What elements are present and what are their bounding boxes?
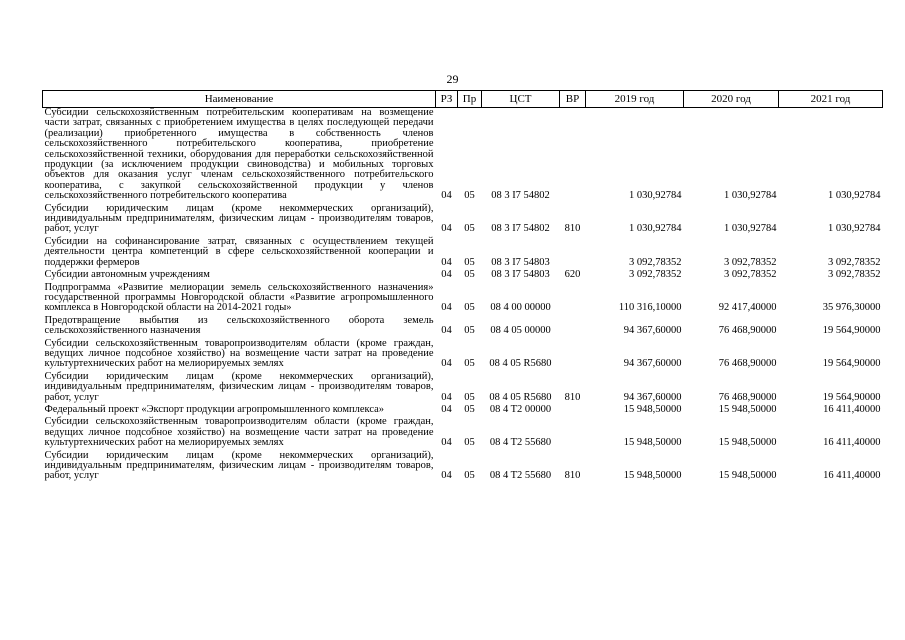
row-value-2021: 3 092,78352	[828, 269, 881, 281]
row-cst: 08 3 I7 54803	[491, 256, 550, 268]
row-name: Субсидии сельскохозяйственным потребительским кооперативам на возмещение части затрат, связанных с приобретением имущества в целях последующей передачи (реализации) приобретенного имущества в собственность членов сельскохозяйственного потребительского кооператива, приобретение сельскохозяйственной техники, оборудования для переработки сельскохозяйственной продукции (за исключением продукции свиноводства) и мобильных торговых объектов для оказания услуг членам сельскохозяйственного потребительского кооператива, с закупкой сельскохозяйственной продукции у членов сельскохозяйственного потребительского кооператива	[44, 107, 434, 202]
row-name: Субсидии сельскохозяйственным товаропроизводителям области (кроме граждан, ведущих личное подсобное хозяйство) на возмещение части затрат на проведение культуртехнических работ на мелиорируемых землях	[44, 416, 434, 449]
row-pr: 05	[464, 391, 475, 403]
row-value-2021: 19 564,90000	[822, 358, 881, 370]
table-row	[43, 108, 883, 204]
row-name: Субсидии на софинансирование затрат, связанных с осуществлением текущей деятельности центра компетенций в сфере сельскохозяйственной кооперации и поддержки фермеров	[44, 235, 434, 268]
row-value-2020: 92 417,40000	[718, 302, 777, 314]
row-rz: 04	[441, 302, 452, 314]
row-value-2020: 76 468,90000	[718, 325, 777, 337]
row-value-2019: 94 367,60000	[623, 391, 682, 403]
header-rz: РЗ	[436, 91, 458, 108]
header-2021: 2021 год	[779, 91, 883, 108]
row-value-2021: 1 030,92784	[828, 190, 881, 202]
row-value-2021: 19 564,90000	[822, 325, 881, 337]
header-cst: ЦСТ	[482, 91, 560, 108]
row-value-2021: 16 411,40000	[823, 437, 881, 449]
row-rz: 04	[441, 470, 452, 482]
row-cst: 08 3 I7 54802	[491, 190, 550, 202]
row-value-2019: 15 948,50000	[623, 437, 682, 449]
row-vr: 810	[564, 470, 581, 482]
row-pr: 05	[464, 358, 475, 370]
header-2020: 2020 год	[684, 91, 779, 108]
table-row	[43, 283, 883, 316]
row-cst: 08 4 T2 55680	[489, 470, 552, 482]
row-value-2019: 94 367,60000	[623, 358, 682, 370]
row-value-2020: 15 948,50000	[718, 470, 777, 482]
row-pr: 05	[464, 302, 475, 314]
row-value-2020: 76 468,90000	[718, 358, 777, 370]
row-value-2019: 1 030,92784	[629, 190, 682, 202]
row-value-2021: 35 976,30000	[822, 302, 881, 314]
row-rz: 04	[441, 223, 452, 235]
row-cst: 08 4 T2 00000	[489, 403, 552, 415]
row-value-2019: 1 030,92784	[629, 223, 682, 235]
row-pr: 05	[464, 403, 475, 415]
row-cst: 08 4 00 00000	[490, 302, 551, 314]
row-pr: 05	[464, 223, 475, 235]
row-name: Субсидии юридическим лицам (кроме некоммерческих организаций), индивидуальным предпринимателям, физическим лицам - производителям товаров, работ, услуг	[44, 370, 434, 403]
row-rz: 04	[441, 325, 452, 337]
row-pr: 05	[464, 269, 475, 281]
row-value-2020: 15 948,50000	[718, 403, 777, 415]
row-value-2019: 15 948,50000	[623, 470, 682, 482]
row-value-2020: 1 030,92784	[724, 223, 777, 235]
row-vr	[560, 108, 586, 204]
row-pr: 05	[464, 437, 475, 449]
row-rz: 04	[441, 437, 452, 449]
row-cst: 08 3 I7 54802	[491, 223, 550, 235]
row-vr	[560, 405, 586, 417]
table-row	[43, 204, 883, 237]
row-vr	[560, 316, 586, 339]
row-value-2019: 3 092,78352	[629, 256, 682, 268]
row-value-2020: 3 092,78352	[724, 269, 777, 281]
row-name: Подпрограмма «Развитие мелиорации земель сельскохозяйственного назначения» государственной программы Новгородской области «Развитие агропромышленного комплекса в Новгородской области на 2014-2021 годы»	[44, 281, 434, 314]
table-row	[43, 237, 883, 270]
row-value-2019: 15 948,50000	[623, 403, 682, 415]
row-value-2020: 1 030,92784	[724, 190, 777, 202]
row-value-2021: 19 564,90000	[822, 391, 881, 403]
row-value-2019: 94 367,60000	[623, 325, 682, 337]
row-value-2019: 110 316,10000	[618, 302, 682, 314]
row-value-2021: 16 411,40000	[823, 470, 881, 482]
row-vr	[560, 339, 586, 372]
row-name: Субсидии сельскохозяйственным товаропроизводителям области (кроме граждан, ведущих личное подсобное хозяйство) на возмещение части затрат на проведение культуртехнических работ на мелиорируемых землях	[44, 337, 434, 370]
row-vr: 810	[564, 223, 581, 235]
row-cst: 08 3 I7 54803	[491, 269, 550, 281]
row-vr	[560, 237, 586, 270]
row-vr: 620	[564, 269, 581, 281]
budget-table	[42, 90, 883, 484]
table-row	[43, 372, 883, 405]
header-pr: Пр	[458, 91, 482, 108]
header-name: Наименование	[43, 91, 436, 108]
table-row	[43, 316, 883, 339]
row-cst: 08 4 T2 55680	[489, 437, 552, 449]
row-cst: 08 4 05 00000	[490, 325, 551, 337]
row-pr: 05	[464, 190, 475, 202]
row-name: Субсидии юридическим лицам (кроме некоммерческих организаций), индивидуальным предпринимателям, физическим лицам - производителям товаров, работ, услуг	[44, 202, 434, 235]
row-rz: 04	[441, 256, 452, 268]
row-value-2021: 3 092,78352	[828, 256, 881, 268]
row-cst: 08 4 05 R5680	[489, 358, 552, 370]
page-number: 29	[446, 72, 459, 86]
row-name: Субсидии автономным учреждениям	[44, 269, 210, 281]
row-pr: 05	[464, 325, 475, 337]
row-name: Субсидии юридическим лицам (кроме некоммерческих организаций), индивидуальным предпринимателям, физическим лицам - производителям товаров, работ, услуг	[44, 449, 434, 482]
row-name: Федеральный проект «Экспорт продукции агропромышленного комплекса»	[44, 403, 385, 415]
row-name: Предотвращение выбытия из сельскохозяйственного оборота земель сельскохозяйственного назначения	[44, 314, 434, 337]
table-row	[43, 339, 883, 372]
table-header-row	[43, 91, 883, 108]
row-rz: 04	[441, 269, 452, 281]
table-row	[43, 270, 883, 282]
table-row	[43, 417, 883, 450]
row-pr: 05	[464, 470, 475, 482]
row-cst: 08 4 05 R5680	[489, 391, 552, 403]
row-value-2019: 3 092,78352	[629, 269, 682, 281]
row-value-2020: 76 468,90000	[718, 391, 777, 403]
row-pr: 05	[464, 256, 475, 268]
header-vr: ВР	[560, 91, 586, 108]
row-rz: 04	[441, 391, 452, 403]
row-rz: 04	[441, 403, 452, 415]
row-rz: 04	[441, 358, 452, 370]
row-vr	[560, 417, 586, 450]
row-value-2021: 16 411,40000	[823, 403, 881, 415]
table-row	[43, 451, 883, 484]
row-vr: 810	[564, 391, 581, 403]
header-2019: 2019 год	[586, 91, 684, 108]
row-vr	[560, 283, 586, 316]
row-rz: 04	[441, 190, 452, 202]
row-value-2020: 3 092,78352	[724, 256, 777, 268]
row-value-2021: 1 030,92784	[828, 223, 881, 235]
row-value-2020: 15 948,50000	[718, 437, 777, 449]
